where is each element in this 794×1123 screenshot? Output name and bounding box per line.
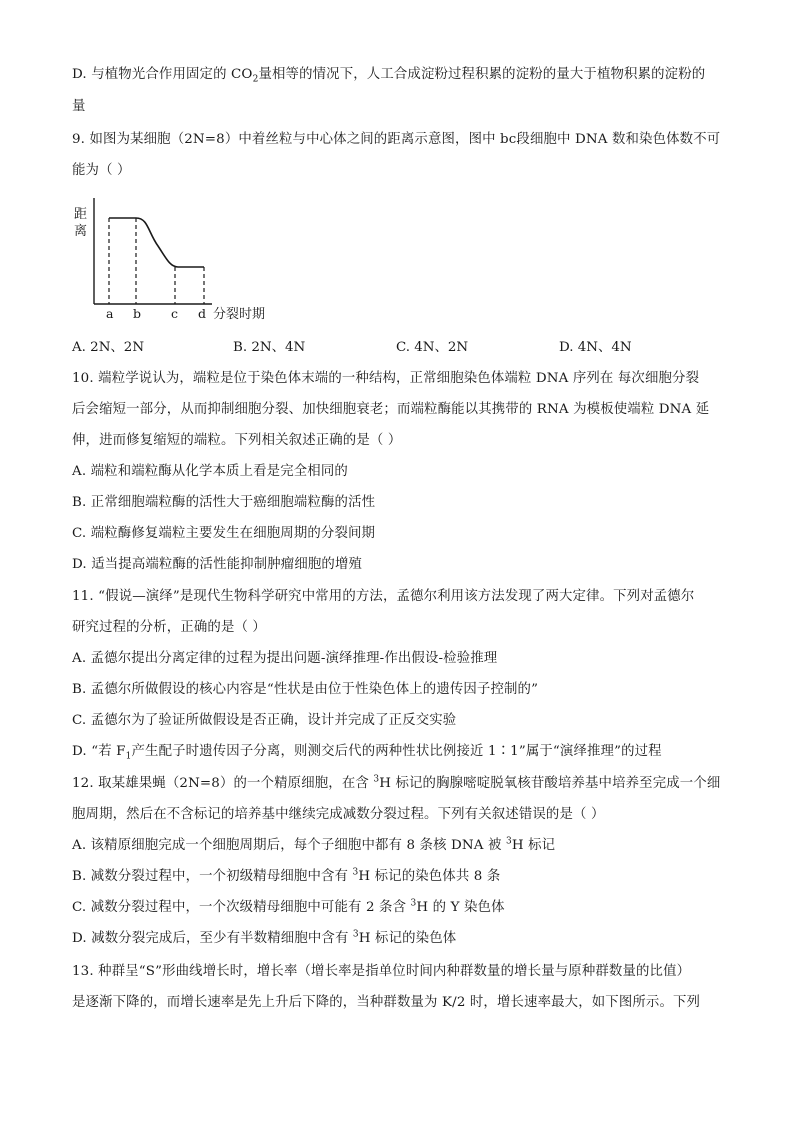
q11-stem-line2: 研究过程的分析，正确的是（ ） (72, 620, 266, 635)
q11-option-c: C. 孟德尔为了验证所做假设是否正确，设计并完成了正反交实验 (72, 713, 457, 728)
q9-option-c: C. 4N、2N (396, 340, 469, 355)
q12-stem-line1: 12. 取某雄果蝇（2N=8）的一个精原细胞，在含 $^3$H 标记的胸腺嘧啶脱氧核苷酸培养基中培养至完成一个细 (72, 774, 721, 791)
q11-option-d: D. “若 $F_1$产生配子时遗传因子分离，则测交后代的两种性状比例接近 1∶1”属于“演绎推理”的过程 (72, 744, 662, 762)
graph-tick-a: a (106, 306, 114, 321)
q13-stem-line1: 13. 种群呈“S”形曲线增长时，增长率（增长率是指单位时间内种群数量的增长量与原种群数量的比值） (72, 964, 691, 979)
q9-stem-line2: 能为（ ） (72, 163, 131, 178)
graph-ylabel-2: 离 (74, 224, 88, 239)
q10-option-a: A. 端粒和端粒酶从化学本质上看是完全相同的 (72, 464, 348, 479)
q11-stem-line1: 11. “假说—演绎”是现代生物科学研究中常用的方法，孟德尔利用该方法发现了两大定律。下列对孟德尔 (72, 589, 695, 604)
q12-option-b: B. 减数分裂过程中，一个初级精母细胞中含有 $^3$H 标记的染色体共 8 条 (72, 867, 501, 884)
q9-stem-line1: 9. 如图为某细胞（2N=8）中着丝粒与中心体之间的距离示意图，图中 bc段细胞中 DNA 数和染色体数不可 (72, 132, 721, 147)
graph-tick-b: b (133, 306, 142, 321)
q9-option-d: D. 4N、4N (559, 340, 632, 355)
q12-option-c: C. 减数分裂过程中，一个次级精母细胞中可能有 2 条含 $^3$H 的 Y 染色体 (72, 898, 505, 915)
q13-stem-line2: 是逐渐下降的，而增长速率是先上升后下降的，当种群数量为 K/2 时，增长速率最大，如下图所示。下列 (72, 995, 701, 1010)
q10-stem-line2: 后会缩短一部分，从而抑制细胞分裂、加快细胞衰老；而端粒酶能以其携带的 RNA 为模板使端粒 DNA 延 (72, 402, 710, 417)
q10-stem-line1: 10. 端粒学说认为，端粒是位于染色体末端的一种结构，正常细胞染色体端粒 DNA 序列在 每次细胞分裂 (72, 371, 700, 386)
q10-option-c: C. 端粒酶修复端粒主要发生在细胞周期的分裂间期 (72, 526, 376, 541)
q9-option-b: B. 2N、4N (233, 340, 306, 355)
graph-tick-c: c (171, 306, 179, 321)
q11-option-b: B. 孟德尔所做假设的核心内容是“性状是由位于性染色体上的遗传因子控制的” (72, 682, 539, 697)
graph-tick-d: d (198, 306, 207, 321)
q12-option-a: A. 该精原细胞完成一个细胞周期后，每个子细胞中都有 8 条核 DNA 被 $^3$H 标记 (72, 836, 556, 853)
q12-stem-line2: 胞周期，然后在不含标记的培养基中继续完成减数分裂过程。下列有关叙述错误的是（ ） (72, 807, 605, 822)
graph-xlabel: 分裂时期 (213, 307, 266, 322)
q9-option-a: A. 2N、2N (72, 340, 145, 355)
q10-option-d: D. 适当提高端粒酶的活性能抑制肿瘤细胞的增殖 (72, 557, 363, 572)
q10-option-b: B. 正常细胞端粒酶的活性大于癌细胞端粒酶的活性 (72, 495, 376, 510)
graph-curve (109, 218, 204, 267)
graph-ylabel-1: 距 (74, 207, 88, 222)
q8-option-d-line2: 量 (72, 99, 86, 114)
q9-distance-graph (66, 198, 306, 328)
q12-option-d: D. 减数分裂完成后，至少有半数精细胞中含有 $^3$H 标记的染色体 (72, 929, 457, 946)
q10-stem-line3: 伸，进而修复缩短的端粒。下列相关叙述正确的是（ ） (72, 433, 402, 448)
q11-option-a: A. 孟德尔提出分离定律的过程为提出问题-演绎推理-作出假设-检验推理 (72, 651, 498, 666)
q8-option-d-line1: D. 与植物光合作用固定的 $CO_2$量相等的情况下，人工合成淀粉过程积累的淀粉的量大于植物积累的淀粉的 (72, 67, 706, 85)
